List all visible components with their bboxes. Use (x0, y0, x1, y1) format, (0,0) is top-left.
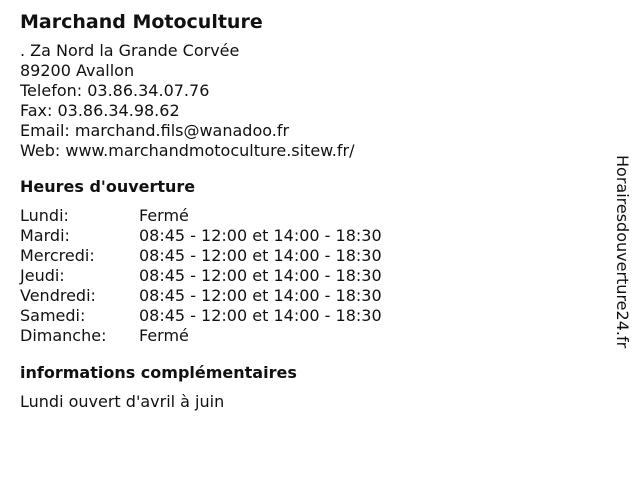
info-title: informations complémentaires (20, 363, 297, 382)
hours-time: Fermé (139, 326, 189, 345)
hours-row (20, 206, 382, 226)
hours-day: Samedi: (20, 306, 86, 325)
hours-day: Lundi: (20, 206, 69, 225)
web-line: Web: www.marchandmotoculture.sitew.fr/ (20, 141, 355, 160)
hours-table (20, 206, 382, 346)
business-name: Marchand Motoculture (20, 11, 263, 33)
hours-time: 08:45 - 12:00 et 14:00 - 18:30 (139, 226, 382, 245)
hours-row (20, 266, 382, 286)
email-line: Email: marchand.fils@wanadoo.fr (20, 121, 290, 140)
hours-row (20, 326, 382, 346)
hours-time: 08:45 - 12:00 et 14:00 - 18:30 (139, 266, 382, 285)
info-text: Lundi ouvert d'avril à juin (20, 392, 225, 411)
phone-line: Telefon: 03.86.34.07.76 (20, 81, 210, 100)
hours-time: Fermé (139, 206, 189, 225)
hours-day: Mercredi: (20, 246, 95, 265)
hours-day: Dimanche: (20, 326, 107, 345)
hours-day: Jeudi: (20, 266, 65, 285)
hours-row (20, 306, 382, 326)
hours-time: 08:45 - 12:00 et 14:00 - 18:30 (139, 286, 382, 305)
address-line-2: 89200 Avallon (20, 61, 135, 80)
watermark (612, 134, 632, 370)
hours-row (20, 226, 382, 246)
hours-row (20, 246, 382, 266)
hours-day: Vendredi: (20, 286, 96, 305)
address-line-1: . Za Nord la Grande Corvée (20, 41, 240, 60)
hours-title: Heures d'ouverture (20, 177, 196, 196)
hours-day: Mardi: (20, 226, 70, 245)
hours-time: 08:45 - 12:00 et 14:00 - 18:30 (139, 306, 382, 325)
hours-time: 08:45 - 12:00 et 14:00 - 18:30 (139, 246, 382, 265)
business-card (20, 10, 600, 412)
watermark-text: Horairesdouverture24.fr (613, 155, 632, 349)
fax-line: Fax: 03.86.34.98.62 (20, 101, 180, 120)
hours-row (20, 286, 382, 306)
